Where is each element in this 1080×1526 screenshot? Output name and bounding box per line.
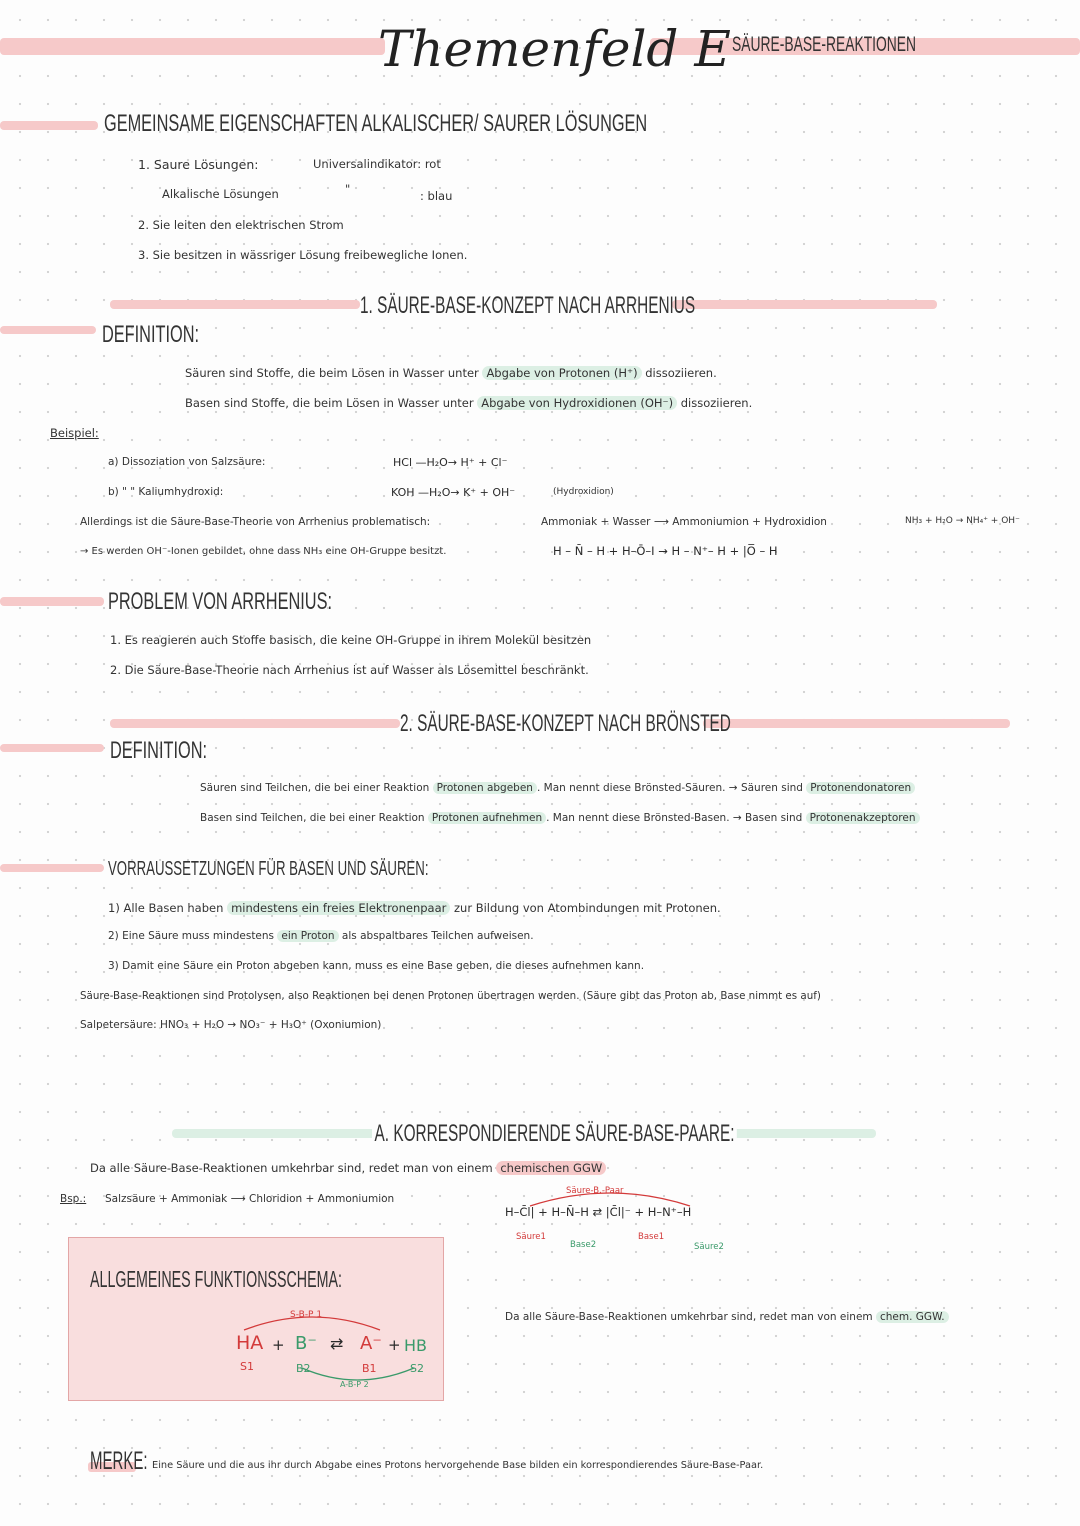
example-label: Beispiel:	[50, 426, 99, 440]
scheme-plus-1: +	[272, 1336, 285, 1354]
bdef-base-1: Basen sind Teilchen, die bei einer Reaktion	[200, 812, 428, 824]
section2-bar-left	[110, 719, 400, 728]
scheme-equilibrium: ⇄	[330, 1334, 344, 1353]
page-title: Themenfeld E	[378, 20, 731, 78]
section1-bar-left	[110, 300, 360, 309]
scheme-top-label: S-B-P 1	[290, 1310, 323, 1320]
def-base-text-1: Basen sind Stoffe, die beim Lösen in Wasser unter	[185, 396, 478, 410]
example-a-equation: HCl —H₂O→ H⁺ + Cl⁻	[393, 456, 508, 469]
section3-intro	[90, 1161, 606, 1175]
alkalische-loesungen-label: Alkalische Lösungen	[162, 187, 279, 201]
property-2: 2. Sie leiten den elektrischen Strom	[138, 218, 344, 232]
intro-highlight: chemischen GGW	[496, 1161, 606, 1175]
req1-hl: mindestens ein freies Elektronenpaar	[227, 901, 450, 915]
definition2-highlight	[0, 744, 104, 752]
label-base1: Base1	[638, 1232, 665, 1242]
scheme-a: A⁻	[360, 1333, 382, 1354]
section1-title: 1. SÄURE-BASE-KONZEPT NACH ARRHENIUS	[360, 292, 696, 319]
topic-label: SÄURE-BASE-REAKTIONEN	[732, 33, 917, 56]
scheme-plus-2: +	[388, 1336, 401, 1354]
arrhenius-problem-formula: NH₃ + H₂O → NH₄⁺ + OH⁻	[905, 516, 1020, 526]
nitric-acid-line: Salpetersäure: HNO₃ + H₂O → NO₃⁻ + H₃O⁺ (Oxoniumion)	[80, 1019, 382, 1031]
req-highlight	[0, 864, 104, 872]
bdef-acid-hl1: Protonen abgeben	[433, 782, 537, 794]
definition2-label: DEFINITION:	[110, 737, 208, 764]
scheme-label-b1: B1	[362, 1362, 377, 1375]
arrhenius-problem-line: Allerdings ist die Säure-Base-Theorie von Arrhenius problematisch:	[80, 516, 431, 528]
req1-b: zur Bildung von Atombindungen mit Protonen.	[450, 901, 721, 915]
label-base2: Base2	[570, 1240, 597, 1250]
bdef-base-hl2: Protonenakzeptoren	[806, 812, 920, 824]
arrhenius-problem-equation: Ammoniak + Wasser ⟶ Ammoniumion + Hydroxidion	[541, 516, 827, 528]
bdef-base-hl1: Protonen aufnehmen	[428, 812, 546, 824]
label-saeure2: Säure2	[694, 1242, 724, 1252]
arrhenius-def-acid	[185, 366, 717, 380]
req2-b: als abspaltbares Teilchen aufweisen.	[338, 930, 534, 942]
note-text: Da alle Säure-Base-Reaktionen umkehrbar sind, redet man von einem	[505, 1311, 876, 1323]
req2-hl: ein Proton	[277, 930, 338, 942]
lewis-structure: H – N̄ – H + H–Ō–I → H – N⁺– H + |O̅ – H	[553, 544, 778, 558]
section1-bar-right	[672, 300, 937, 309]
scheme-label-s2: S2	[410, 1362, 424, 1375]
section2-bar-right	[703, 719, 1010, 728]
arrhenius-def-base	[185, 396, 752, 410]
scheme-heading: ALLGEMEINES FUNKTIONSSCHEMA:	[90, 1266, 342, 1292]
scheme-label-b2: B2	[296, 1362, 311, 1375]
req1-a: 1) Alle Basen haben	[108, 901, 228, 915]
problem-2: 2. Die Säure-Base-Theorie nach Arrhenius ist auf Wasser als Lösemittel beschränkt.	[110, 663, 589, 677]
property-3: 3. Sie besitzen in wässriger Lösung freibewegliche Ionen.	[138, 248, 468, 262]
pair-label: Säure-B.-Paar	[566, 1186, 624, 1196]
section3-title: A. KORRESPONDIERENDE SÄURE-BASE-PAARE:	[372, 1120, 737, 1148]
req2-a: 2) Eine Säure muss mindestens	[108, 930, 278, 942]
bdef-base-2: . Man nennt diese Brönsted-Basen. → Basen sind	[546, 812, 806, 824]
broensted-def-base	[200, 812, 920, 824]
problem-heading: PROBLEM VON ARRHENIUS:	[108, 588, 332, 615]
note-highlight: chem. GGW.	[876, 1311, 949, 1323]
problem-1: 1. Es reagieren auch Stoffe basisch, die keine OH-Gruppe in ihrem Molekül besitzen	[110, 633, 592, 647]
protolysis-line: Säure-Base-Reaktionen sind Protolysen, also Reaktionen bei denen Protonen übertragen werden. (Säure gibt das Proton ab, Base nimmt es auf)	[80, 990, 821, 1002]
problem-highlight	[0, 597, 104, 606]
def-acid-text-2: dissoziieren.	[641, 366, 717, 380]
scheme-bottom-label: A-B-P 2	[340, 1380, 369, 1389]
ditto-mark: "	[345, 182, 351, 196]
scheme-arc-bottom	[302, 1368, 414, 1380]
section0-heading: GEMEINSAME EIGENSCHAFTEN ALKALISCHER/ SAURER LÖSUNGEN	[104, 110, 648, 137]
merke-text: Eine Säure und die aus ihr durch Abgabe eines Protons hervorgehende Base bilden ein korrespondierendes Säure-Base-Paar.	[152, 1460, 764, 1471]
example-b-equation: KOH —H₂O→ K⁺ + OH⁻	[391, 486, 516, 499]
bsp-label: Bsp.:	[60, 1193, 87, 1205]
def-acid-text-1: Säuren sind Stoffe, die beim Lösen in Wasser unter	[185, 366, 483, 380]
def-base-highlight: Abgabe von Hydroxidionen (OH⁻)	[477, 396, 677, 410]
bdef-acid-2: . Man nennt diese Brönsted-Säuren. → Säuren sind	[536, 782, 807, 794]
bdef-acid-hl2: Protonendonatoren	[806, 782, 915, 794]
arrhenius-arrow-line: → Es werden OH⁻-Ionen gebildet, ohne dass NH₃ eine OH-Gruppe besitzt.	[80, 546, 447, 557]
broensted-def-acid	[200, 782, 915, 794]
saure-loesungen-label: 1. Saure Lösungen:	[138, 157, 259, 172]
scheme-note	[505, 1311, 949, 1323]
scheme-label-s1: S1	[240, 1360, 254, 1373]
reaction-equation: H–C̄l| + H–N̄–H ⇄ |C̄l|⁻ + H–N⁺–H	[505, 1205, 692, 1219]
section0-highlight	[0, 121, 98, 130]
scheme-hb: HB	[404, 1336, 428, 1355]
label-saeure1: Säure1	[516, 1232, 546, 1242]
example-b-note: (Hydroxidion)	[553, 487, 614, 497]
bsp-example: Salzsäure + Ammoniak ⟶ Chloridion + Ammoniumion	[105, 1193, 395, 1205]
section2-title: 2. SÄURE-BASE-KONZEPT NACH BRÖNSTED	[400, 710, 731, 737]
intro-text: Da alle Säure-Base-Reaktionen umkehrbar sind, redet man von einem	[90, 1161, 497, 1175]
def-acid-highlight: Abgabe von Protonen (H⁺)	[482, 366, 641, 380]
requirement-3: 3) Damit eine Säure ein Proton abgeben kann, muss es eine Base geben, die dieses aufnehmen kann.	[108, 960, 645, 972]
scheme-b: B⁻	[295, 1333, 317, 1354]
definition1-highlight	[0, 326, 96, 334]
def-base-text-2: dissoziieren.	[677, 396, 753, 410]
bdef-acid-1: Säuren sind Teilchen, die bei einer Reaktion	[200, 782, 433, 794]
scheme-ha: HA	[236, 1332, 264, 1354]
requirements-heading: VORRAUSSETZUNGEN FÜR BASEN UND SÄUREN:	[108, 858, 429, 880]
indikator-blau: : blau	[420, 189, 453, 203]
merke-label: MERKE:	[90, 1447, 148, 1475]
indikator-rot: Universalindikator: rot	[313, 157, 441, 171]
definition1-label: DEFINITION:	[102, 321, 200, 348]
title-highlight-left	[0, 38, 385, 55]
requirement-2	[108, 930, 534, 942]
example-a-label: a) Dissoziation von Salzsäure:	[108, 456, 266, 468]
requirement-1	[108, 901, 721, 915]
example-b-label: b) " " Kaliumhydroxid:	[108, 486, 224, 498]
